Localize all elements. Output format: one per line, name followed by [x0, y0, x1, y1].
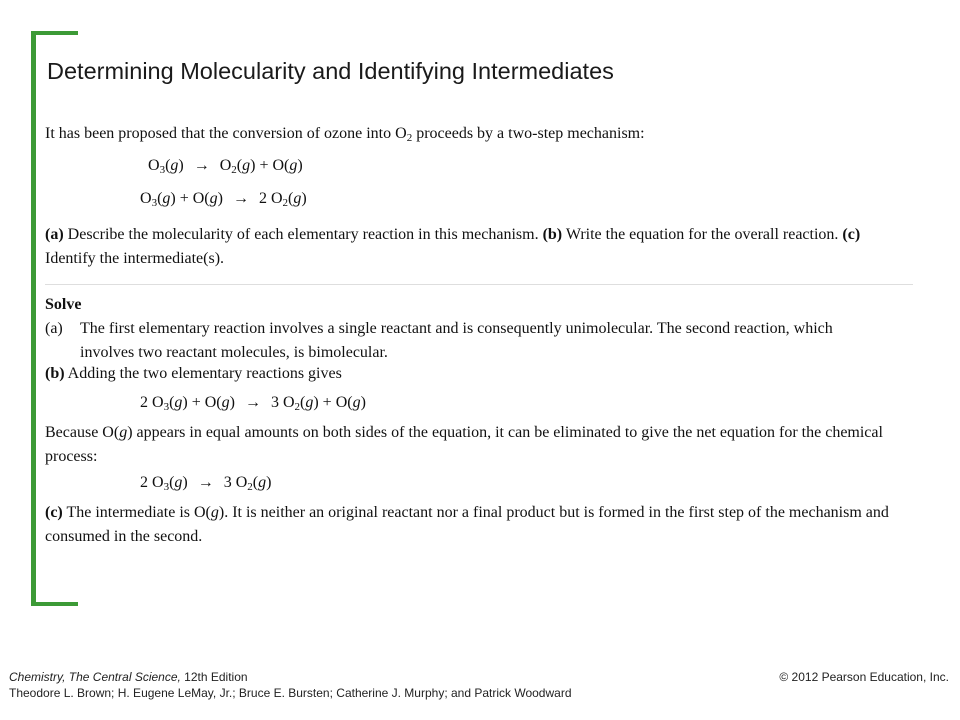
question-a-label: (a) — [45, 226, 64, 243]
eq-text: 2 O — [140, 474, 164, 491]
question-c-text: Identify the intermediate(s). — [45, 250, 225, 267]
eq-text: ( — [169, 474, 175, 491]
because-before: Because O( — [45, 424, 120, 441]
bracket-top-bar — [31, 31, 78, 35]
eq-text: ( — [252, 474, 259, 491]
eq-text: ) — [217, 190, 223, 207]
eq-subscript: 2 — [247, 481, 253, 493]
solve-c-text — [45, 501, 895, 549]
eq-text: 3 O — [270, 394, 295, 411]
eq-text: 2 O — [140, 394, 164, 411]
eq-text: ) — [178, 157, 184, 174]
eq-text: O — [140, 190, 152, 207]
eq-subscript: 2 — [282, 197, 289, 209]
eq-italic: g — [174, 474, 183, 491]
eq-text: ) + O( — [170, 190, 210, 207]
eq-text: ) + O( — [182, 394, 222, 411]
eq-text: 3 O — [223, 474, 248, 491]
footer-citation — [9, 669, 572, 701]
bracket-bottom-bar — [31, 602, 78, 606]
eq-subscript: 3 — [151, 197, 158, 209]
eq-subscript: 3 — [159, 164, 166, 176]
eq-subscript: 3 — [163, 401, 170, 413]
eq-text: ( — [157, 190, 163, 207]
eq-text: ( — [236, 157, 243, 174]
eq-text: ) + O( — [313, 394, 353, 411]
eq-text: ( — [300, 394, 306, 411]
eq-italic: g — [258, 474, 267, 491]
eq-text: O — [219, 157, 232, 174]
eq-text: O — [148, 157, 160, 174]
eq-italic: g — [352, 394, 361, 411]
reaction-arrow-icon: → — [232, 190, 249, 207]
reaction-arrow-icon: → — [197, 474, 214, 491]
question-b-label: (b) — [542, 226, 563, 243]
eq-text: ) + O( — [250, 157, 290, 174]
eq-subscript: 2 — [294, 401, 301, 413]
eq-subscript: 3 — [163, 481, 170, 493]
sum-equation — [140, 394, 366, 412]
solve-b-label: (b) — [45, 365, 65, 382]
slide-title: Determining Molecularity and Identifying Intermediates — [47, 58, 614, 84]
reaction-arrow-icon: → — [193, 157, 210, 174]
solve-c-after: ). It is neither an original reactant nor a final product but is formed in the first step of the mechanism and consumed in the second. — [45, 504, 889, 545]
solve-c-before: The intermediate is O( — [62, 504, 211, 521]
mechanism-step-2 — [140, 190, 307, 208]
eq-italic: g — [221, 394, 230, 411]
bracket-vertical-bar — [31, 31, 36, 606]
solve-b-text — [45, 362, 342, 386]
solve-c-italic-g: g — [210, 504, 219, 521]
eq-text: 2 O — [258, 190, 283, 207]
question-b-text: Write the equation for the overall reaction. — [562, 226, 843, 243]
intro-text-after: proceeds by a two-step mechanism: — [412, 125, 645, 142]
intro-subscript: 2 — [406, 132, 413, 144]
solve-a-marker: (a) — [45, 320, 63, 337]
eq-italic: g — [305, 394, 314, 411]
footer-authors: Theodore L. Brown; H. Eugene LeMay, Jr.; Bruce E. Bursten; Catherine J. Murphy; and Patrick Woodward — [9, 686, 572, 700]
eq-text: ( — [165, 157, 171, 174]
eq-italic: g — [293, 190, 302, 207]
question-text — [45, 223, 865, 271]
eq-text: ( — [169, 394, 175, 411]
eq-text: ( — [288, 190, 294, 207]
eq-italic: g — [209, 190, 218, 207]
because-after: ) appears in equal amounts on both sides of the equation, it can be eliminated to give the net equation for the chemical process: — [45, 424, 883, 465]
intro-text-before: It has been proposed that the conversion of ozone into O — [45, 125, 407, 142]
section-divider — [45, 284, 913, 285]
eq-text: ) — [360, 394, 366, 411]
reaction-arrow-icon: → — [244, 394, 261, 411]
footer-book-line — [9, 669, 572, 685]
eq-italic: g — [242, 157, 251, 174]
solve-b-body: Adding the two elementary reactions gives — [64, 365, 342, 382]
solve-a-text: The first elementary reaction involves a single reactant and is consequently unimolecular. The second reaction, which involves two reactant molecules, is bimolecular. — [80, 320, 833, 361]
solve-heading — [45, 293, 81, 317]
eq-text: ) — [301, 190, 307, 207]
eq-italic: g — [289, 157, 298, 174]
eq-text: ) — [297, 157, 303, 174]
eq-italic: g — [170, 157, 179, 174]
eq-italic: g — [174, 394, 183, 411]
eq-subscript: 2 — [231, 164, 237, 176]
eq-text: ) — [229, 394, 235, 411]
eq-text: ) — [182, 474, 188, 491]
question-a-text: Describe the molecularity of each elementary reaction in this mechanism. — [63, 226, 543, 243]
footer-copyright: © 2012 Pearson Education, Inc. — [779, 670, 949, 684]
solve-heading-text: Solve — [45, 296, 82, 313]
because-italic-g: g — [119, 424, 128, 441]
because-text — [45, 421, 915, 469]
mechanism-step-1 — [148, 157, 303, 175]
eq-italic: g — [162, 190, 171, 207]
net-equation — [140, 474, 271, 492]
footer-edition: 12th Edition — [180, 670, 248, 684]
footer-book-title: Chemistry, The Central Science, — [9, 670, 181, 684]
eq-text: ) — [266, 474, 272, 491]
intro-text — [45, 122, 645, 146]
question-c-label: (c) — [842, 226, 861, 243]
solve-c-label: (c) — [45, 504, 63, 521]
